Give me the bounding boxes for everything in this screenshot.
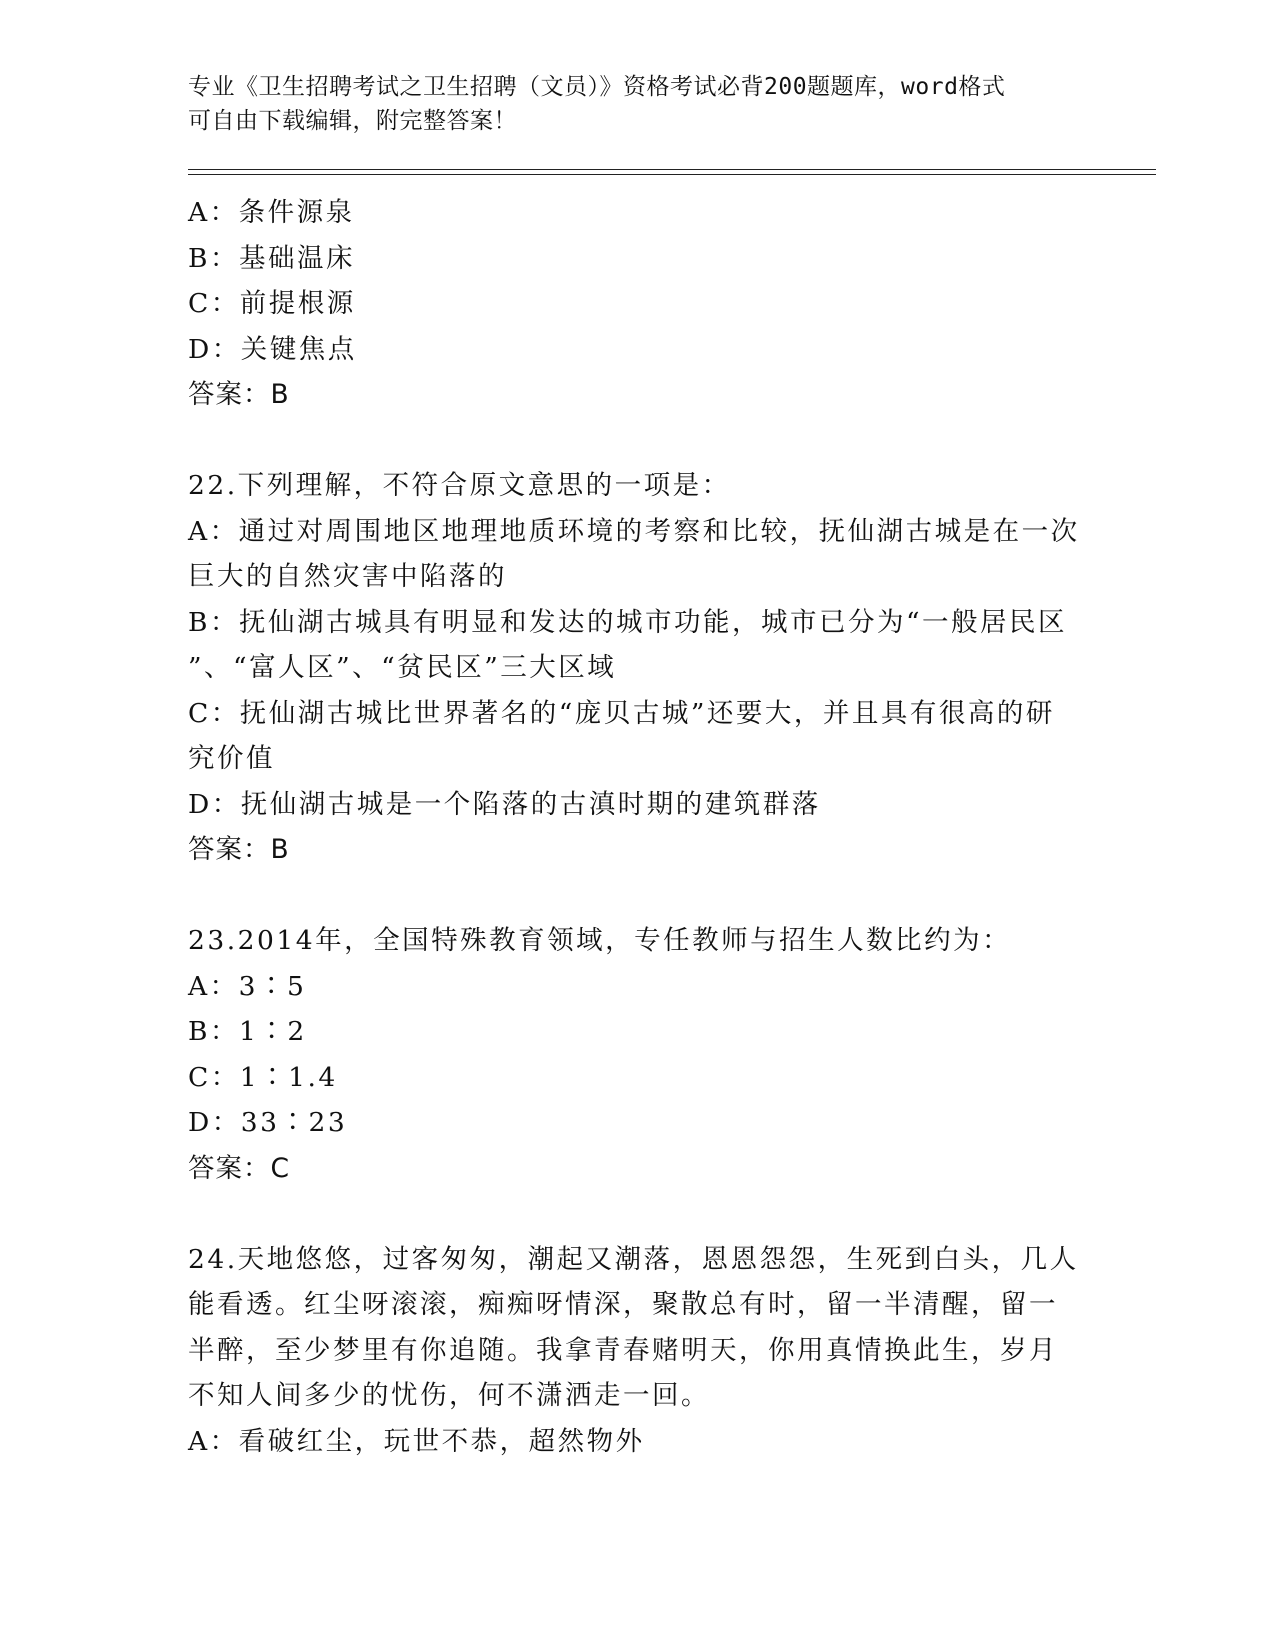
option-d: D：33∶23: [188, 1107, 348, 1138]
question-21: [188, 190, 1088, 418]
header-title-line-1: 专业《卫生招聘考试之卫生招聘（文员）》资格考试必背200题题库，word格式: [188, 74, 1006, 100]
option-c-continued: 究价值: [188, 743, 275, 774]
option-a-continued: 巨大的自然灾害中陷落的: [188, 561, 507, 592]
header-title-line-2: 可自由下载编辑，附完整答案！: [188, 108, 517, 134]
question-stem: 22.下列理解，不符合原文意思的一项是：: [188, 470, 731, 501]
header-divider-top: [188, 169, 1156, 170]
answer: 答案：C: [188, 1152, 291, 1184]
question-22: [188, 463, 1088, 873]
question-stem-continued: 能看透。红尘呀滚滚，痴痴呀情深，聚散总有时，留一半清醒，留一: [188, 1289, 1058, 1320]
option-d: D：抚仙湖古城是一个陷落的古滇时期的建筑群落: [188, 788, 821, 820]
header-divider-bottom: [188, 174, 1156, 175]
spacer: [188, 418, 1088, 464]
option-b: B：抚仙湖古城具有明显和发达的城市功能，城市已分为“一般居民区: [188, 606, 1068, 638]
option-a: A：条件源泉: [188, 197, 355, 228]
option-c: C：抚仙湖古城比世界著名的“庞贝古城”还要大，并且具有很高的研: [188, 697, 1055, 729]
question-24: [188, 1237, 1088, 1465]
question-23: [188, 918, 1088, 1191]
option-b: B：基础温床: [188, 242, 355, 274]
option-d: D：关键焦点: [188, 333, 357, 365]
answer: 答案：B: [188, 379, 290, 410]
option-b: B：1∶2: [188, 1016, 307, 1047]
question-content: [188, 190, 1088, 1464]
question-stem: 23.2014年，全国特殊教育领域，专任教师与招生人数比约为：: [188, 925, 1012, 956]
option-a: A：3∶5: [188, 970, 307, 1002]
question-stem-continued: 半醉，至少梦里有你追随。我拿青春赌明天，你用真情换此生，岁月: [188, 1334, 1058, 1366]
spacer: [188, 1191, 1088, 1237]
spacer: [188, 873, 1088, 919]
document-header: [188, 70, 1088, 138]
option-c: C：前提根源: [188, 288, 356, 319]
option-c: C：1∶1.4: [188, 1061, 338, 1093]
question-stem-continued: 不知人间多少的忧伤，何不潇洒走一回。: [188, 1380, 710, 1411]
answer: 答案：B: [188, 834, 290, 865]
question-stem: 24.天地悠悠，过客匆匆，潮起又潮落，恩恩怨怨，生死到白头，几人: [188, 1243, 1079, 1275]
option-a: A：通过对周围地区地理地质环境的考察和比较，抚仙湖古城是在一次: [188, 515, 1080, 547]
option-a: A：看破红尘，玩世不恭，超然物外: [188, 1425, 645, 1457]
option-b-continued: ”、“富人区”、“贫民区”三大区域: [188, 652, 617, 683]
